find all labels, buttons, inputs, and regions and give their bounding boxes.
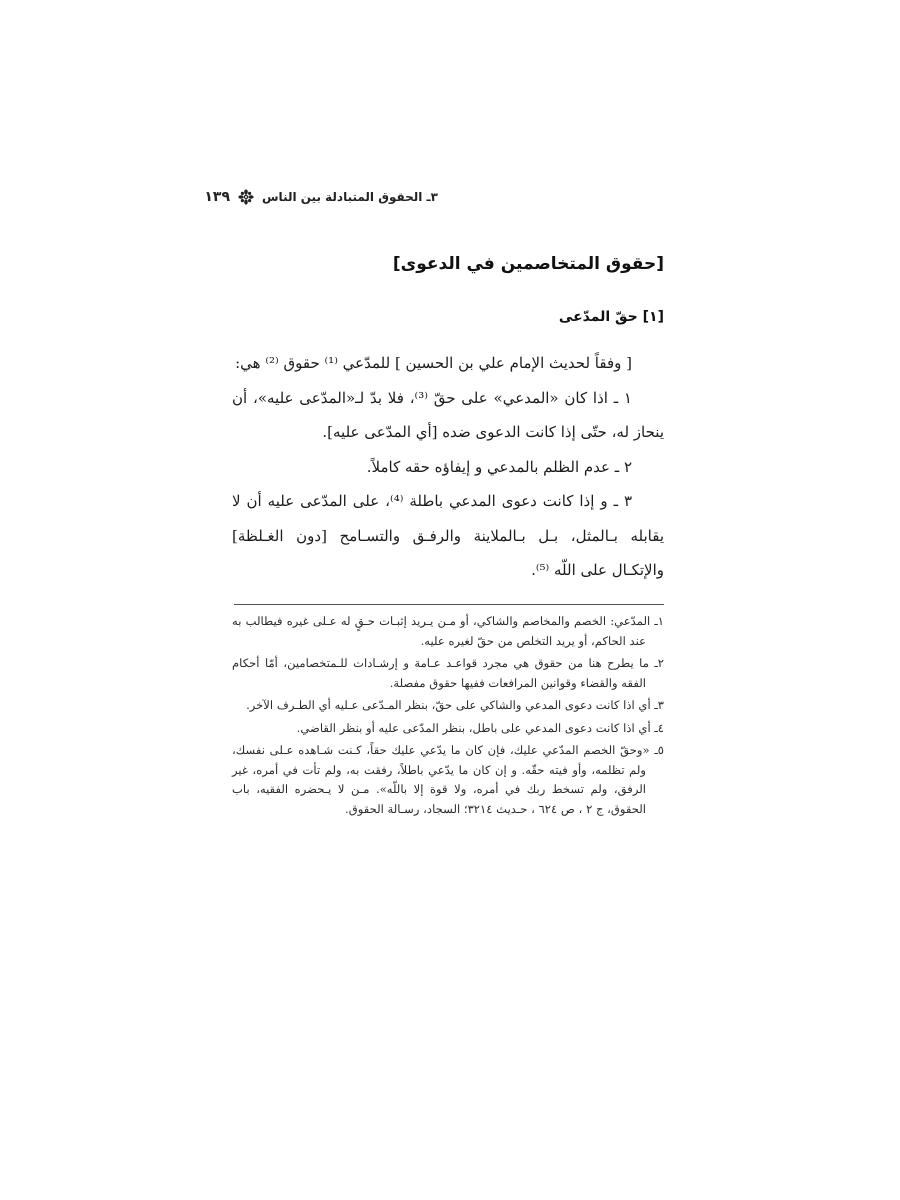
body-text (232, 346, 664, 588)
footnote-1: ١ـ المدّعي: الخصم والمخاصم والشاكي، أو مـن يـريد إثبـات حـقٍ له عـلى غيره فيطالب به عند الحاكم، أو يريد التخلص من حقّ لغيره عليه. (232, 614, 664, 648)
page-number: ١٣٩ (204, 189, 230, 205)
footnote-2: ٢ـ ما يطرح هنا من حقوق هي مجرد قواعـد عـامة و إرشـادات للـمتخصامين، أمّا أحكام الفقه والقضاء وقوانين المرافعات ففيها حقوق مفصلة. (232, 656, 664, 690)
section-heading: [حقوق المتخاصمين في الدعوى] (392, 254, 664, 274)
sub-heading: [١] حقّ المدّعى (558, 309, 664, 325)
body-paragraph-3: ٣ ـ و إذا كانت دعوى المدعي باطلة ⁽⁴⁾، على المدّعى عليه أن لا يقابله بـالمثل، بـل بـالملاينة والرفـق والتسـامح [دون الغـلظة] والإتكـال على اللّه ⁽⁵⁾. (232, 492, 664, 579)
footnote-4: ٤ـ أي اذا كانت دعوى المدعي على باطل، بنظر المدّعى عليه أو بنظر القاضي. (296, 720, 664, 735)
running-header (198, 186, 438, 208)
footnote-3: ٣ـ أي اذا كانت دعوى المدعي والشاكي على حقّ، بنظر المـدّعى عـليه أي الطـرف الآخر. (246, 698, 664, 712)
body-paragraph-intro: [ وفقاً لحديث الإمام علي بن الحسين ] للمدّعي ⁽¹⁾ حقوق ⁽²⁾ هي: (235, 354, 632, 372)
body-paragraph-1: ١ ـ اذا كان «المدعي» على حقّ ⁽³⁾، فلا بدّ لـ«المدّعى عليه»، أن ينحاز له، حتّى إذا كانت الدعوى ضده [أي المدّعى عليه]. (232, 388, 664, 441)
footnotes (232, 612, 664, 822)
footnote-divider (234, 604, 664, 605)
footnote-5: ٥ـ «وحقّ الخصم المدّعي عليك، فإن كان ما يدّعي عليك حقاً، كـنت شـاهده عـلى نفسك، ولم تظلمه، وأو فيته حقّه. و إن كان ما يدّعي باطلاً، رفقت به، ولم تأت في أمره، غير الرفق، ولم تسخط ربك في أمره، ولا قوة إلا باللّه». مـن لا يـحضره الفقيه، باب الحقوق، ج ٢ ، ص ٦٢٤ ، حـديث ٣٢١٤؛ السجاد، رسـالة الحقوق. (232, 743, 664, 816)
flower-ornament-icon (238, 189, 254, 205)
body-paragraph-2: ٢ ـ عدم الظلم بالمدعي و إيفاؤه حقه كاملاً. (366, 457, 632, 476)
running-title: ٣ـ الحقوق المتبادلة بين الناس (262, 190, 438, 204)
